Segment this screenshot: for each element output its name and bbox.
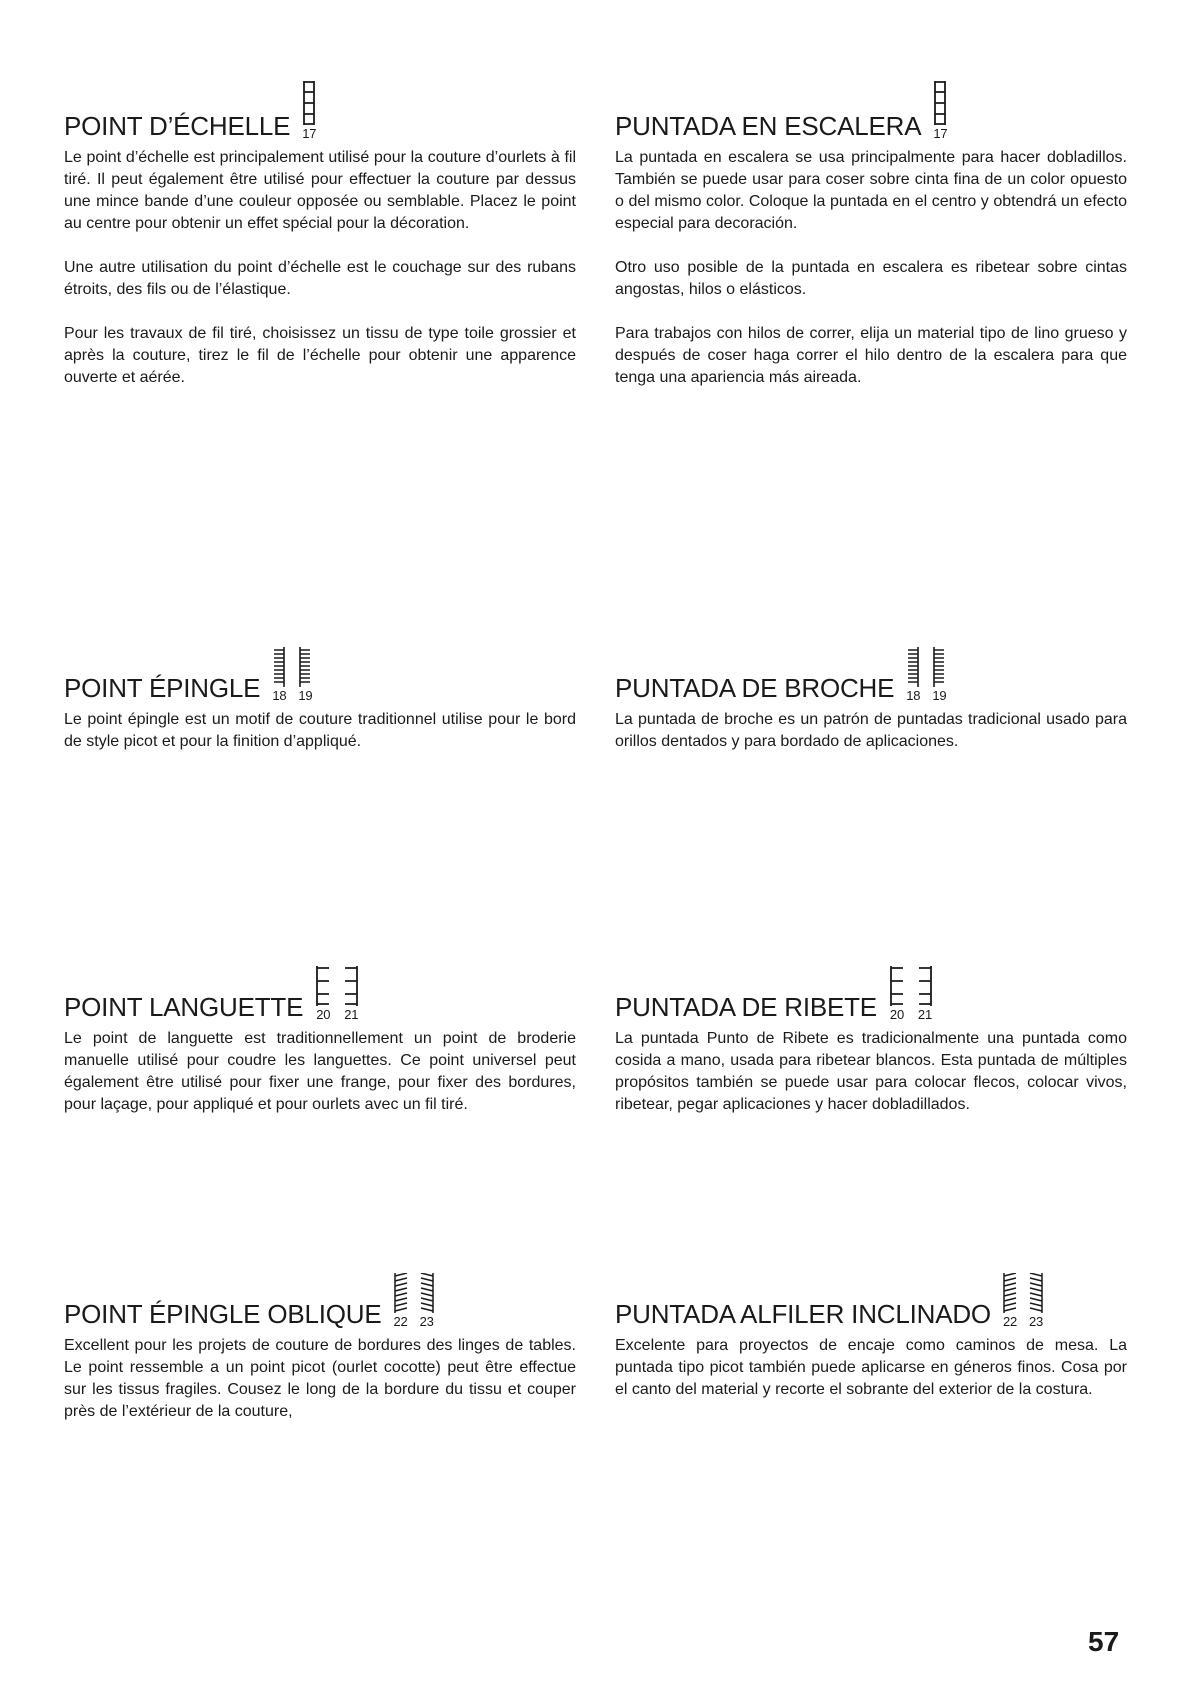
stitch-icons [315, 966, 359, 1021]
stitch-number: 22 [1002, 1314, 1018, 1329]
stitch-number: 17 [933, 126, 948, 141]
section-point-epingle [64, 636, 576, 753]
section-title: POINT LANGUETTE [64, 992, 304, 1022]
paragraph: Para trabajos con hilos de correr, elija un material tipo de lino grueso y después de coser haga correr el hilo dentro de la escalera para que tenga una apariencia más aireada. [615, 325, 1127, 386]
stitch-icons [1003, 1273, 1043, 1328]
stitch-icons [906, 647, 946, 702]
stitch-19 [298, 647, 312, 702]
stitch-number: 23 [1029, 1314, 1044, 1329]
blanket-stitch-icon [889, 966, 905, 1006]
stitch-21 [917, 966, 933, 1021]
section-heading [615, 955, 1127, 1021]
section-title: PUNTADA ALFILER INCLINADO [615, 1299, 991, 1329]
stitch-number: 18 [906, 688, 921, 703]
stitch-17 [302, 81, 316, 140]
blanket-stitch-mirror-icon [917, 966, 933, 1006]
stitch-20 [889, 966, 905, 1021]
paragraph: Une autre utilisation du point d’échelle est le couchage sur des rubans étroits, des fils ou de l’élastique. [64, 259, 576, 298]
blanket-stitch-icon [315, 966, 331, 1006]
stitch-number: 22 [393, 1314, 408, 1329]
section-title: PUNTADA EN ESCALERA [615, 111, 922, 141]
stitch-22 [394, 1273, 408, 1328]
section-title: POINT ÉPINGLE OBLIQUE [64, 1299, 382, 1329]
stitch-number: 20 [316, 1007, 331, 1022]
stitch-21 [343, 966, 359, 1021]
section-puntada-broche [615, 636, 1127, 753]
stitch-number: 17 [302, 126, 317, 141]
section-point-echelle [64, 74, 576, 389]
slant-pin-stitch-mirror-icon [1029, 1273, 1043, 1313]
section-puntada-ribete [615, 955, 1127, 1116]
section-heading [64, 955, 576, 1021]
paragraph: La puntada Punto de Ribete es tradicionalmente una puntada como cosida a mano, usada para ribetear blancos. Esta puntada de múltiples propósitos también se puede usar para colocar flecos, colocar vivos, ribetear, pegar aplicaciones y hacer dobladillados. [615, 1030, 1127, 1113]
section-heading [64, 74, 576, 140]
slant-pin-stitch-icon [394, 1273, 408, 1313]
section-puntada-alfiler-inclinado [615, 1262, 1127, 1401]
page-number: 57 [1088, 1626, 1120, 1657]
stitch-23 [1029, 1273, 1043, 1328]
pin-stitch-icon [273, 647, 285, 687]
paragraph: Otro uso posible de la puntada en escalera es ribetear sobre cintas angostas, hilos o elásticos. [615, 259, 1127, 298]
stitch-icons [302, 81, 316, 140]
ladder-stitch-icon [934, 81, 946, 125]
pin-stitch-mirror-icon [299, 647, 311, 687]
section-heading [615, 1262, 1127, 1328]
stitch-number: 21 [344, 1007, 359, 1022]
section-heading [615, 74, 1127, 140]
paragraph: Excelente para proyectos de encaje como caminos de mesa. La puntada tipo picot también puede aplicarse en géneros finos. Cosa por el canto del material y recorte el sobrante del exterior de la costura. [615, 1337, 1127, 1398]
section-title: POINT D’ÉCHELLE [64, 111, 291, 141]
stitch-18 [272, 647, 286, 702]
stitch-icons [933, 81, 947, 140]
stitch-23 [420, 1273, 434, 1328]
section-point-languette [64, 955, 576, 1116]
paragraph: Le point épingle est un motif de couture traditionnel utilise pour le bord de style picot et pour la finition d’appliqué. [64, 711, 576, 750]
paragraph: Le point d’échelle est principalement utilisé pour la couture d’ourlets à fil tiré. Il peut également être utilisé pour effectuer la couture par dessus une mince bande d’une couleur opposée ou semblable. Placez le point au centre pour obtenir un effet spécial pour la décoration. [64, 149, 576, 232]
stitch-number: 20 [889, 1007, 904, 1022]
section-heading [64, 636, 576, 702]
stitch-icons [394, 1273, 434, 1328]
paragraph: Excellent pour les projets de couture de bordures des linges de tables. Le point ressemble a un point picot (ourlet cocotte) peut être effectue sur les tissus fragiles. Cousez le long de la bordure du tissu et couper près de l’extérieur de la couture, [64, 1337, 576, 1420]
paragraph: Pour les travaux de fil tiré, choisissez un tissu de type toile grossier et après la couture, tirez le fil de l’échelle pour obtenir une apparence ouverte et aérée. [64, 325, 576, 386]
stitch-number: 19 [932, 688, 947, 703]
stitch-number: 18 [272, 688, 287, 703]
pin-stitch-mirror-icon [933, 647, 945, 687]
section-title: POINT ÉPINGLE [64, 673, 261, 703]
stitch-18 [906, 647, 920, 702]
section-heading [615, 636, 1127, 702]
section-title: PUNTADA DE BROCHE [615, 673, 895, 703]
section-puntada-escalera [615, 74, 1127, 389]
section-point-epingle-oblique [64, 1262, 576, 1423]
stitch-20 [315, 966, 331, 1021]
slant-pin-stitch-mirror-icon [420, 1273, 434, 1313]
pin-stitch-icon [907, 647, 919, 687]
paragraph: Le point de languette est traditionnellement un point de broderie manuelle utilisé pour coudre les languettes. Ce point universel peut également être utilisé pour fixer une frange, pour fixer des bordures, pour laçage, pour appliqué et pour ourlets avec un fil tiré. [64, 1030, 576, 1113]
stitch-number: 23 [419, 1314, 434, 1329]
stitch-icons [272, 647, 312, 702]
blanket-stitch-mirror-icon [343, 966, 359, 1006]
stitch-19 [932, 647, 946, 702]
stitch-number: 19 [298, 688, 313, 703]
ladder-stitch-icon [303, 81, 315, 125]
section-title: PUNTADA DE RIBETE [615, 992, 877, 1022]
stitch-icons [889, 966, 933, 1021]
stitch-22 [1003, 1273, 1017, 1328]
section-heading [64, 1262, 576, 1328]
slant-pin-stitch-icon [1003, 1273, 1017, 1313]
paragraph: La puntada en escalera se usa principalmente para hacer dobladillos. También se puede usar para coser sobre cinta fina de un color opuesto o del mismo color. Coloque la puntada en el centro y obtendrá un efecto especial para decoración. [615, 149, 1127, 232]
paragraph: La puntada de broche es un patrón de puntadas tradicional usado para orillos dentados y para bordado de aplicaciones. [615, 711, 1127, 750]
stitch-number: 21 [917, 1007, 932, 1022]
stitch-17 [933, 81, 947, 140]
